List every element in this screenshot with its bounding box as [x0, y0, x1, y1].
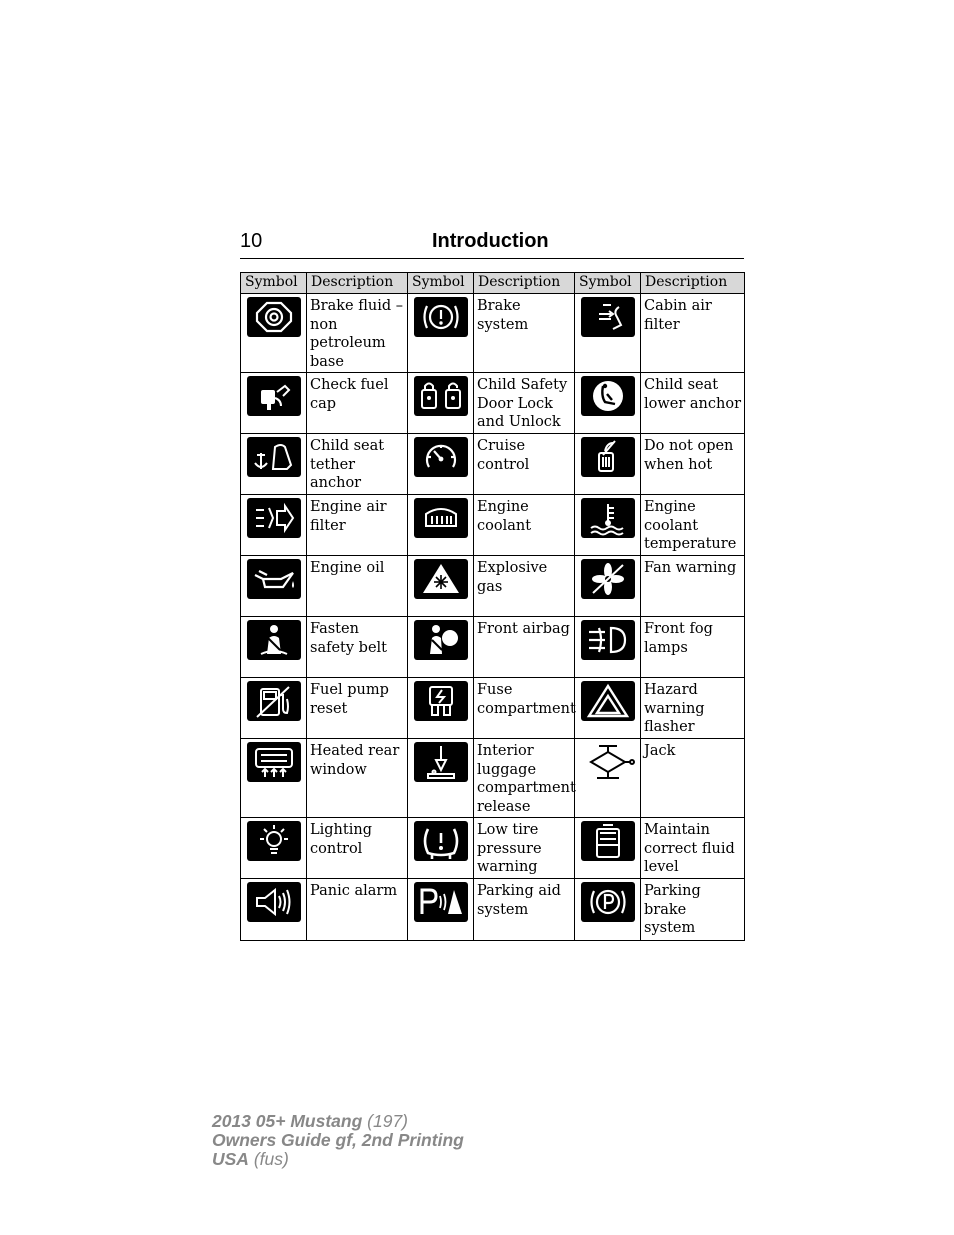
fuel-pump-reset-icon	[247, 681, 301, 721]
section-title: Introduction	[432, 230, 549, 252]
cruise-control-icon	[414, 437, 468, 477]
footer-guide: Owners Guide gf, 2nd Printing	[212, 1130, 464, 1150]
header-rule	[240, 258, 744, 259]
description-cell: Fuse compartment	[474, 678, 575, 739]
column-header: Symbol	[575, 273, 641, 294]
front-fog-lamps-icon	[581, 620, 635, 660]
column-header: Symbol	[408, 273, 474, 294]
panic-alarm-icon	[247, 882, 301, 922]
description-cell: Panic alarm	[307, 879, 408, 941]
description-cell: Interior luggage compartment release	[474, 739, 575, 818]
table-row	[241, 818, 745, 879]
footer-line-2	[212, 1131, 464, 1150]
hazard-warning-flasher-icon	[581, 681, 635, 721]
description-cell: Lighting control	[307, 818, 408, 879]
column-header: Symbol	[241, 273, 307, 294]
brake-fluid-icon	[247, 297, 301, 337]
footer-market: USA	[212, 1149, 249, 1169]
description-cell: Explosive gas	[474, 556, 575, 617]
engine-oil-icon	[247, 559, 301, 599]
child-seat-lower-anchor-icon	[581, 376, 635, 416]
explosive-gas-icon	[414, 559, 468, 599]
child-seat-tether-anchor-icon	[247, 437, 301, 477]
heated-rear-window-icon	[247, 742, 301, 782]
description-cell: Brake fluid – non petroleum base	[307, 294, 408, 373]
brake-system-icon	[414, 297, 468, 337]
description-cell: Child seat tether anchor	[307, 434, 408, 495]
description-cell: Hazard warning flasher	[641, 678, 745, 739]
table-row	[241, 294, 745, 373]
do-not-open-when-hot-icon	[581, 437, 635, 477]
jack-icon	[581, 742, 635, 782]
description-cell: Front fog lamps	[641, 617, 745, 678]
parking-brake-system-icon	[581, 882, 635, 922]
column-header: Description	[474, 273, 575, 294]
description-cell: Front airbag	[474, 617, 575, 678]
description-cell: Fuel pump reset	[307, 678, 408, 739]
description-cell: Parking brake system	[641, 879, 745, 941]
symbol-table	[240, 272, 745, 941]
description-cell: Fasten safety belt	[307, 617, 408, 678]
description-cell: Parking aid system	[474, 879, 575, 941]
description-cell: Check fuel cap	[307, 373, 408, 434]
footer-market-code: (fus)	[253, 1149, 289, 1169]
footer-model-code: (197)	[367, 1111, 409, 1131]
table-row	[241, 739, 745, 818]
maintain-correct-fluid-level-icon	[581, 821, 635, 861]
table-row	[241, 495, 745, 556]
description-cell: Engine coolant temperature	[641, 495, 745, 556]
description-cell: Heated rear window	[307, 739, 408, 818]
table-row	[241, 678, 745, 739]
engine-coolant-temperature-icon	[581, 498, 635, 538]
description-cell: Engine coolant	[474, 495, 575, 556]
column-header: Description	[641, 273, 745, 294]
interior-luggage-release-icon	[414, 742, 468, 782]
table-row	[241, 879, 745, 941]
column-header: Description	[307, 273, 408, 294]
description-cell: Child seat lower anchor	[641, 373, 745, 434]
description-cell: Engine air filter	[307, 495, 408, 556]
engine-air-filter-icon	[247, 498, 301, 538]
description-cell: Brake system	[474, 294, 575, 373]
fuse-compartment-icon	[414, 681, 468, 721]
description-cell: Jack	[641, 739, 745, 818]
lighting-control-icon	[247, 821, 301, 861]
table-row	[241, 617, 745, 678]
table-header-row	[241, 273, 745, 294]
cabin-air-filter-icon	[581, 297, 635, 337]
description-cell: Maintain correct fluid level	[641, 818, 745, 879]
check-fuel-cap-icon	[247, 376, 301, 416]
description-cell: Child Safety Door Lock and Unlock	[474, 373, 575, 434]
table-row	[241, 556, 745, 617]
front-airbag-icon	[414, 620, 468, 660]
description-cell: Fan warning	[641, 556, 745, 617]
description-cell: Engine oil	[307, 556, 408, 617]
description-cell: Cabin air filter	[641, 294, 745, 373]
table-row	[241, 373, 745, 434]
description-cell: Cruise control	[474, 434, 575, 495]
low-tire-pressure-warning-icon	[414, 821, 468, 861]
footer	[212, 1112, 464, 1169]
footer-line-1	[212, 1112, 464, 1131]
description-cell: Do not open when hot	[641, 434, 745, 495]
fasten-safety-belt-icon	[247, 620, 301, 660]
description-cell: Low tire pressure warning	[474, 818, 575, 879]
table-row	[241, 434, 745, 495]
footer-model: 2013 05+ Mustang	[212, 1111, 363, 1131]
parking-aid-system-icon	[414, 882, 468, 922]
child-safety-door-lock-icon	[414, 376, 468, 416]
fan-warning-icon	[581, 559, 635, 599]
page-number: 10	[240, 230, 263, 252]
engine-coolant-icon	[414, 498, 468, 538]
footer-line-3	[212, 1150, 464, 1169]
